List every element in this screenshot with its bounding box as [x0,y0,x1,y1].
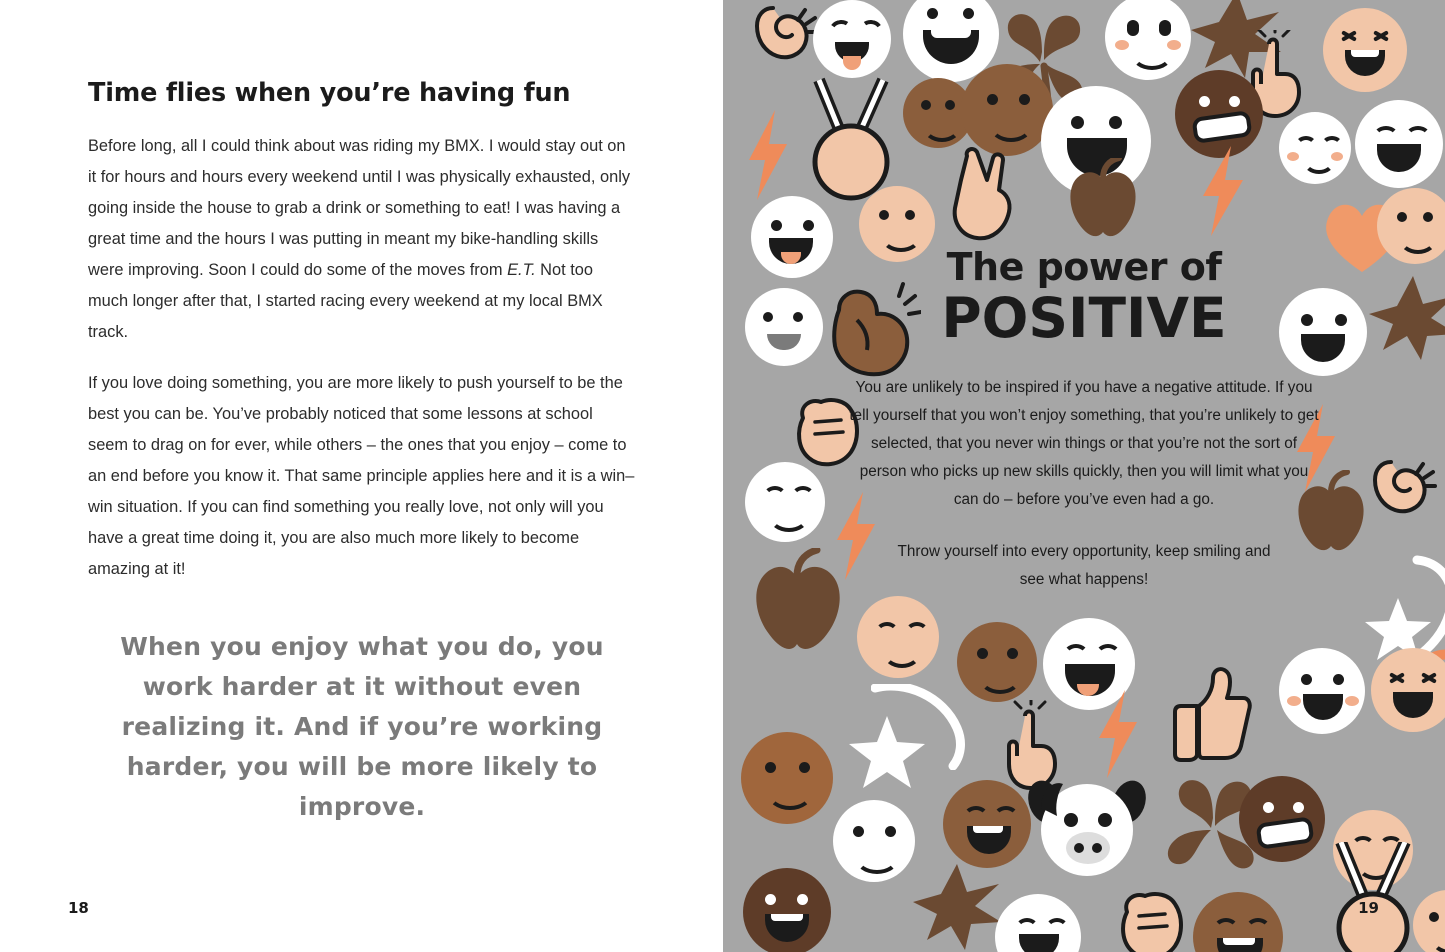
page-number-right: 19 [1358,899,1379,917]
laughing-face-icon [1323,8,1407,92]
pull-quote: When you enjoy what you do, you work harder at it without even realizing it. And if you’re working harder, you will be more likely to improve. [120,631,604,821]
apple-icon [1063,158,1143,249]
brown-laugh-face-icon [943,780,1031,868]
thumbs-up-icon [1169,664,1253,767]
fist-icon [1109,886,1193,952]
right-page [723,0,1445,952]
right-paragraph-2: Throw yourself into every opportunity, keep smiling and see what happens! [897,542,1271,588]
sunglasses-face-icon [1175,70,1263,158]
medal-icon [1319,842,1427,952]
paragraph-1-emphasis: E.T. [507,260,536,279]
shy-face-icon [1279,112,1351,184]
peach-face-icon [1413,890,1445,952]
big-laugh-face-icon [1355,100,1443,188]
page-number-left: 18 [68,899,89,917]
smiley-tongue-icon [813,0,891,78]
swoosh-icon [871,684,971,775]
brown-smile-face-icon [741,732,833,824]
body-paragraph-1 [88,131,636,348]
paragraph-1-part-a: Before long, all I could think about was riding my BMX. I would stay out on it for hours and hours every weekend until I was physically exhausted, only going inside the house to grab a drink or something to eat! I was having a great time and the hours I was putting in meant my bike-handling skills were improving. Soon I could do some of the moves from [88,136,631,279]
victory-hand-icon [941,146,1021,251]
ok-hand-icon [743,0,823,85]
right-page-text-block [723,245,1445,594]
right-paragraph-1: You are unlikely to be inspired if you have a negative attitude. If you tell yourself that you won’t enjoy something, that you’re unlikely to get selected, that you never win things or that you’re not the sort of person who picks up new skills quickly, then you will limit what you can do – before you’ve even had a go. [849,378,1319,508]
left-page-content [88,78,636,827]
body-paragraph-2: If you love doing something, you are more likely to push yourself to be the best you can be. You’ve probably noticed that some lessons at school seem to drag on for ever, while others – the ones that you enjoy – come to an end before you know it. That same principle applies here and it is a win–win situation. If you can find something you really love, not only will you have a great time doing it, you are also much more likely to become amazing at it! [88,373,635,578]
star-burst-icon [911,864,1005,952]
dark-face-icon [1239,776,1325,862]
dark-open-face-icon [743,868,831,952]
title-line-1: The power of [946,245,1222,289]
laughing-face-icon [1371,648,1445,732]
cow-face-icon [1027,768,1147,893]
paragraph-1-part-b: Not too much longer after that, I started racing every weekend at my local BMX track. [88,260,603,341]
smiley-face-icon [833,800,915,882]
blush-face-icon [1279,648,1365,734]
smiley-face-icon [1105,0,1191,80]
page-title: Time flies when you’re having fun [88,78,571,108]
title-line-2: POSITIVE [941,285,1227,350]
lightning-bolt-icon [745,110,791,205]
brown-face-icon [961,64,1053,156]
smiley-face-icon [995,894,1081,952]
brown-laugh-face-icon [1193,892,1283,952]
lightning-bolt-icon [1199,146,1247,241]
peach-face-icon [857,596,939,678]
